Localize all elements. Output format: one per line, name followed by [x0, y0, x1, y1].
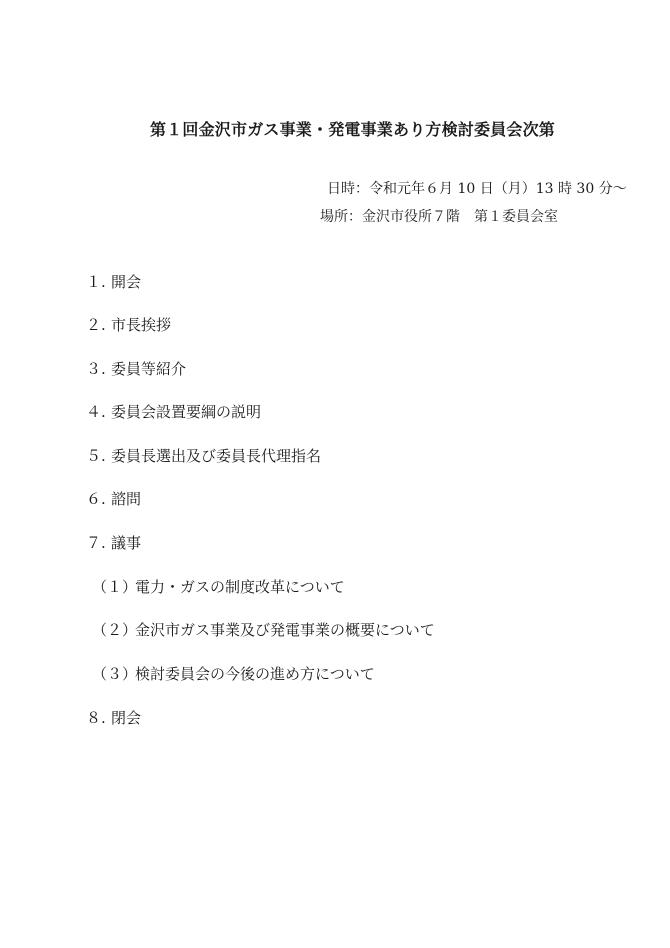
agenda-item-number: ６. [86, 490, 106, 508]
meeting-datetime: 日時：令和元年６月 10 日（月）13 時 30 分～ [327, 181, 627, 197]
agenda-item-label: 閉会 [111, 709, 142, 727]
agenda-item-6 [86, 488, 141, 509]
agenda-item-7 [86, 532, 141, 553]
agenda-subitem-3 [92, 663, 375, 684]
agenda-item-number: ８. [86, 709, 106, 727]
agenda-subitem-number: （３） [92, 665, 138, 683]
agenda-item-number: ７. [86, 534, 106, 552]
agenda-item-8 [86, 707, 141, 728]
agenda-subitem-label: 金沢市ガス事業及び発電事業の概要について [135, 621, 435, 639]
agenda-item-number: ２. [86, 316, 106, 334]
agenda-item-label: 議事 [111, 534, 142, 552]
agenda-item-label: 市長挨拶 [111, 316, 172, 334]
agenda-item-number: ５. [86, 447, 106, 465]
agenda-subitem-number: （１） [92, 578, 138, 596]
agenda-item-number: ４. [86, 403, 106, 421]
agenda-item-5 [86, 445, 321, 466]
agenda-item-number: ３. [86, 360, 106, 378]
agenda-item-label: 委員長選出及び委員長代理指名 [111, 447, 322, 465]
agenda-item-label: 開会 [111, 273, 142, 291]
agenda-item-number: １. [86, 273, 106, 291]
agenda-item-label: 諮問 [111, 490, 142, 508]
agenda-item-label: 委員等紹介 [111, 360, 187, 378]
document-title: 第１回金沢市ガス事業・発電事業あり方検討委員会次第 [150, 120, 556, 139]
agenda-subitem-1 [92, 576, 345, 597]
agenda-item-2 [86, 314, 171, 335]
agenda-item-1 [86, 271, 141, 292]
agenda-subitem-label: 検討委員会の今後の進め方について [135, 665, 375, 683]
agenda-item-label: 委員会設置要綱の説明 [111, 403, 262, 421]
meeting-place: 場所：金沢市役所７階 第１委員会室 [320, 209, 558, 225]
agenda-item-3 [86, 358, 186, 379]
agenda-subitem-number: （２） [92, 621, 138, 639]
agenda-subitem-label: 電力・ガスの制度改革について [135, 578, 345, 596]
agenda-item-4 [86, 401, 261, 422]
agenda-subitem-2 [92, 619, 435, 640]
